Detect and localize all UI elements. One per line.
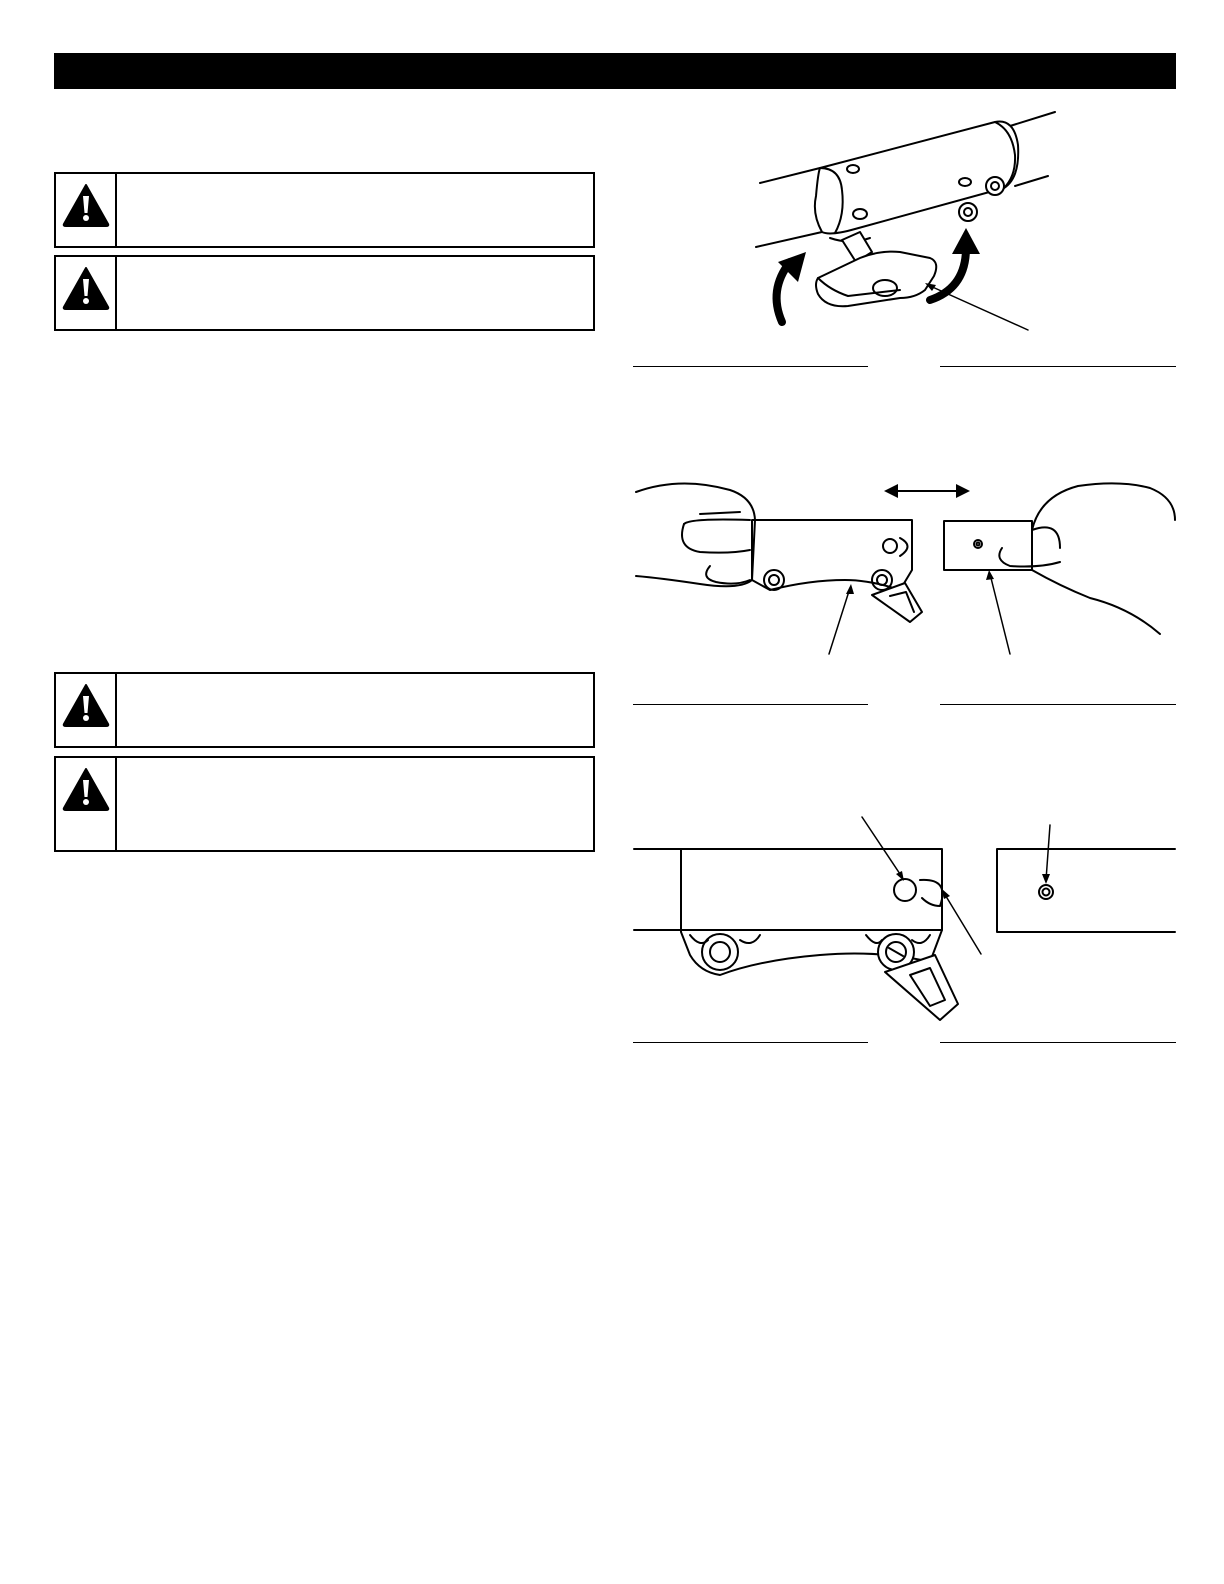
warning-triangle-icon	[62, 183, 110, 227]
warning-box	[54, 756, 595, 852]
warning-triangle-icon	[62, 266, 110, 310]
warning-triangle-icon	[62, 767, 110, 811]
section-header-bar	[54, 53, 1176, 89]
figure-align-button-hole	[630, 810, 1180, 1030]
warning-box	[54, 255, 595, 331]
warning-triangle-icon	[62, 683, 110, 727]
warning-box	[54, 172, 595, 248]
figure-caption-rule	[940, 366, 1176, 367]
figure-knob-coupler	[740, 100, 1070, 340]
warning-icon-cell	[56, 174, 117, 246]
figure-caption-rule	[633, 366, 868, 367]
warning-icon-cell	[56, 257, 117, 329]
figure-separate-shafts	[630, 470, 1180, 660]
figure-caption-rule	[633, 1042, 868, 1043]
figure-caption-rule	[940, 704, 1176, 705]
figure-caption-rule	[633, 704, 868, 705]
figure-caption-rule	[940, 1042, 1176, 1043]
warning-icon-cell	[56, 674, 117, 746]
warning-icon-cell	[56, 758, 117, 850]
warning-box	[54, 672, 595, 748]
